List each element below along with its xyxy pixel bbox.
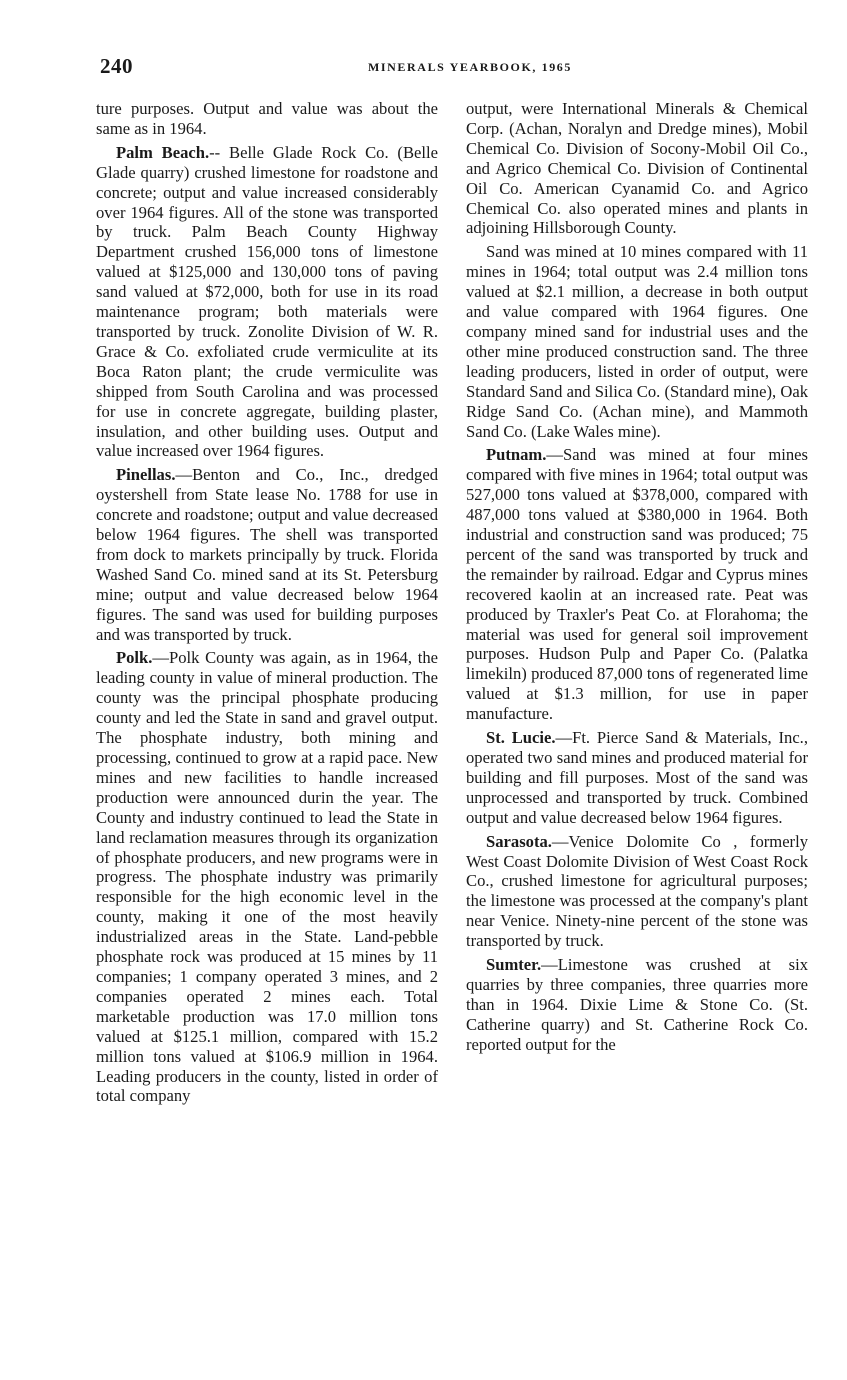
- paragraph-polk: [96, 648, 438, 1106]
- paragraph-continued: [466, 99, 808, 238]
- page-header: [100, 54, 810, 80]
- county-heading: Pinellas.: [116, 465, 176, 485]
- paragraph-text: —Benton and Co., Inc., dredged oystershell from State lease No. 1788 for use in concrete and roadstone; output and value decreased below 1964 figures. The shell was transported from dock to markets principally by truck. Florida Washed Sand Co. mined sand at its St. Petersburg mine; output and value decreased below 1964 figures. The sand was used for building purposes and was transported by truck.: [96, 465, 438, 644]
- left-column: [96, 99, 438, 1110]
- county-heading: Sarasota.: [486, 831, 552, 851]
- paragraph-pinellas: [96, 465, 438, 644]
- county-heading: St. Lucie.: [486, 728, 556, 748]
- county-heading: Palm Beach.: [116, 142, 210, 162]
- paragraph-text: Sand was mined at 10 mines compared with 11 mines in 1964; total output was 2.4 million tons valued at $2.1 million, a decrease in both output and value compared with 1964 figures. One company mined sand for industrial uses and the other mine produced construction sand. The three leading producers, listed in order of output, were Standard Sand and Silica Co. (Standard mine), Oak Ridge Sand Co. (Achan mine), and Mammoth Sand Co. (Lake Wales mine).: [466, 242, 808, 441]
- county-heading: Putnam.: [486, 445, 547, 465]
- paragraph-text: —Venice Dolomite Co , formerly West Coast Dolomite Division of West Coast Rock Co., crushed limestone for agricultural purposes; the limestone was processed at the company's plant near Venice. Ninety-nine percent of the stone was transported by truck.: [466, 831, 808, 951]
- paragraph-text: —Ft. Pierce Sand & Materials, Inc., operated two sand mines and produced material for building and fill purposes. Most of the sand was unprocessed and transported by truck. Combined output and value decreased below 1964 figures.: [466, 728, 808, 827]
- right-column: [466, 99, 808, 1059]
- paragraph-sarasota: [466, 832, 808, 951]
- county-heading: Polk.: [116, 648, 153, 668]
- paragraph-sumter: [466, 955, 808, 1055]
- paragraph-text: -- Belle Glade Rock Co. (Belle Glade quarry) crushed limestone for roadstone and concrete; output and value increased considerably over 1964 figures. All of the stone was transported by truck. Palm Beach County Highway Department crushed 156,000 tons of limestone valued at $125,000 and 130,000 tons of paving sand valued at $72,000, both for use in its road maintenance program; both materials were transported by truck. Zonolite Division of W. R. Grace & Co. exfoliated crude vermiculite at its Boca Raton plant; the crude vermiculite was shipped from South Carolina and was processed for use in concrete aggregate, building plaster, insulation, and other building uses. Output and value increased over 1964 figures.: [96, 142, 438, 461]
- page-number: 240: [100, 54, 133, 78]
- paragraph-text: —Sand was mined at four mines compared with five mines in 1964; total output was 527,000 tons valued at $378,000, compared with 487,000 tons valued at $380,000 in 1964. Both industrial and construction sand was produced; 75 percent of the sand was transported by truck and the remainder by railroad. Edgar and Cyprus mines recovered kaolin at an increased rate. Peat was produced by Traxler's Peat Co. at Florahoma; the material was used for general soil improvement purposes. Hudson Pulp and Paper Co. (Palatka limekiln) produced 87,000 tons of regenerated lime valued at $1.3 million, for use in paper manufacture.: [466, 445, 808, 724]
- running-title: MINERALS YEARBOOK, 1965: [367, 60, 573, 74]
- paragraph-continued: [96, 99, 438, 139]
- paragraph-polk-sand: [466, 242, 808, 441]
- paragraph-text: output, were International Minerals & Chemical Corp. (Achan, Noralyn and Dredge mines), Mobil Chemical Co. Division of Socony-Mobil Oil Co., and Agrico Chemical Co. Division of Continental Oil Co. American Cyanamid Co. and Agrico Chemical Co. also operated mines and plants in adjoining Hillsborough County.: [466, 99, 808, 238]
- paragraph-palm-beach: [96, 143, 438, 462]
- paragraph-text: —Polk County was again, as in 1964, the leading county in value of mineral production. The county was the principal phosphate producing county and led the State in sand and gravel output. The phosphate industry, both mining and processing, continued to grow at a rapid pace. New mines and new facilities to handle increased production were announced durin the year. The County and industry continued to lead the State in land reclamation measures through its organization of phosphate producers, and new programs were in progress. The phosphate industry was primarily responsible for the high economic level in the county, making it one of the most heavily industrialized areas in the State. Land-pebble phosphate rock was produced at 15 mines by 11 companies; 1 company operated 3 mines, and 2 companies operated 2 mines each. Total marketable production was 17.0 million tons valued at $125.1 million, compared with 15.2 million tons valued at $106.9 million in 1964. Leading producers in the county, listed in order of total company: [96, 648, 438, 1106]
- paragraph-text: —Limestone was crushed at six quarries by three companies, three quarries more than in 1964. Dixie Lime & Stone Co. (St. Catherine quarry) and St. Catherine Rock Co. reported output for the: [466, 955, 808, 1054]
- county-heading: Sumter.: [486, 955, 542, 975]
- paragraph-putnam: [466, 445, 808, 724]
- paragraph-st-lucie: [466, 728, 808, 828]
- paragraph-text: ture purposes. Output and value was about the same as in 1964.: [96, 99, 438, 138]
